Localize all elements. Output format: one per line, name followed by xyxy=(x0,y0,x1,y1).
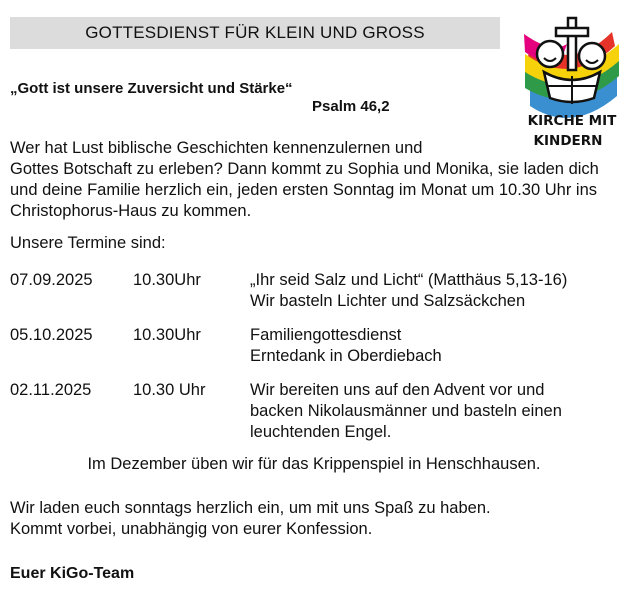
signature: Euer KiGo-Team xyxy=(10,565,135,582)
event-line: Erntedank in Oberdiebach xyxy=(250,347,442,365)
event-line: „Ihr seid Salz und Licht“ (Matthäus 5,13-16) xyxy=(250,271,568,289)
event-description xyxy=(250,380,620,443)
event-date: 07.09.2025 xyxy=(10,271,93,289)
december-note: Im Dezember üben wir für das Krippenspiel in Henschhausen. xyxy=(87,455,541,473)
event-time: 10.30 Uhr xyxy=(133,381,206,399)
closing-line: Wir laden euch sonntags herzlich ein, um mit uns Spaß zu haben. xyxy=(10,499,491,517)
event-time: 10.30Uhr xyxy=(133,326,201,344)
event-line: Wir bereiten uns auf den Advent vor und xyxy=(250,381,545,399)
intro-line: Gottes Botschaft zu erleben? Dann kommt zu Sophia und Monika, sie laden dich und deine Familie herzlich ein, jeden ersten Sonntag im Monat um 10.30 Uhr ins Christophorus-Haus zu kommen. xyxy=(10,160,599,220)
closing-paragraph xyxy=(10,498,491,540)
logo-text-line2: KINDERN xyxy=(533,133,603,149)
motto-quote: „Gott ist unsere Zuversicht und Stärke“ xyxy=(10,80,293,97)
event-line: backen Nikolausmänner und basteln einen xyxy=(250,402,562,420)
logo-text-line1: KIRCHE MIT xyxy=(527,113,617,129)
header-bar xyxy=(10,17,500,49)
event-line: Familiengottesdienst xyxy=(250,326,402,344)
event-line: leuchtenden Engel. xyxy=(250,423,392,441)
kirche-mit-kindern-logo xyxy=(522,14,622,152)
event-time: 10.30Uhr xyxy=(133,271,201,289)
intro-paragraph xyxy=(10,138,622,222)
motto-reference: Psalm 46,2 xyxy=(312,98,390,115)
event-line: Wir basteln Lichter und Salzsäckchen xyxy=(250,292,526,310)
closing-line: Kommt vorbei, unabhängig von eurer Konfession. xyxy=(10,520,373,538)
event-description xyxy=(250,325,620,367)
event-date: 05.10.2025 xyxy=(10,326,93,344)
dates-title: Unsere Termine sind: xyxy=(10,234,166,252)
intro-line: Wer hat Lust biblische Geschichten kennenzulernen und xyxy=(10,139,423,157)
page-title: GOTTESDIENST FÜR KLEIN UND GROSS xyxy=(85,23,425,42)
event-description xyxy=(250,270,620,312)
event-date: 02.11.2025 xyxy=(10,381,92,399)
